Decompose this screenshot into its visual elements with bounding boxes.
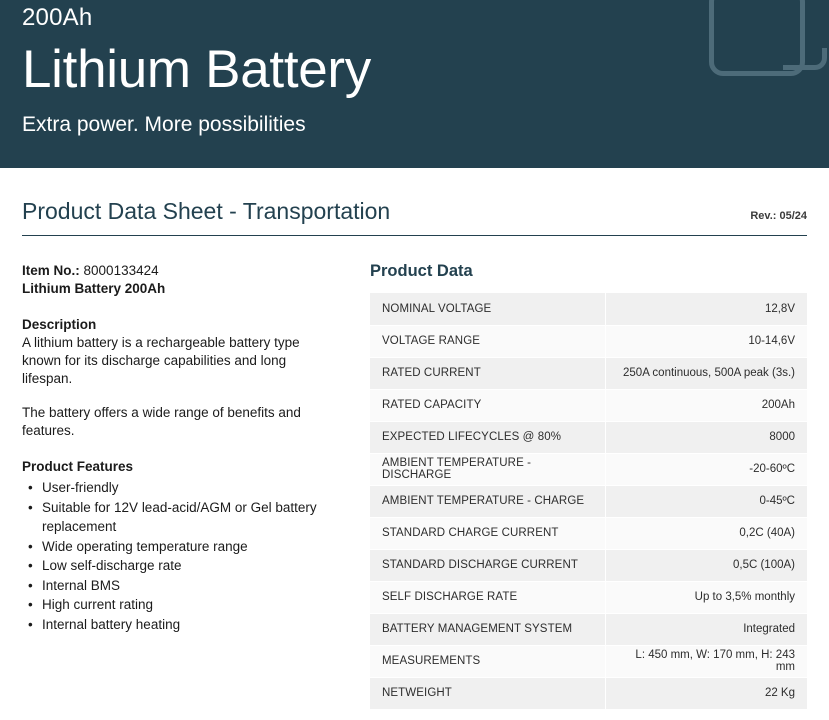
right-column bbox=[332, 262, 807, 710]
table-cell-value: 22 Kg bbox=[606, 677, 807, 709]
table-cell-value: 8000 bbox=[606, 421, 807, 453]
table-row bbox=[370, 357, 807, 389]
table-cell-key: EXPECTED LIFECYCLES @ 80% bbox=[370, 421, 606, 453]
table-cell-key: NOMINAL VOLTAGE bbox=[370, 293, 606, 325]
divider bbox=[22, 235, 807, 236]
features-heading: Product Features bbox=[22, 459, 134, 474]
table-cell-key: NETWEIGHT bbox=[370, 677, 606, 709]
battery-terminal-shape bbox=[783, 48, 827, 70]
table-row bbox=[370, 485, 807, 517]
product-data-table bbox=[370, 293, 807, 710]
table-cell-key: MEASUREMENTS bbox=[370, 645, 606, 677]
features-list bbox=[22, 478, 332, 634]
table-cell-key: STANDARD CHARGE CURRENT bbox=[370, 517, 606, 549]
table-row bbox=[370, 613, 807, 645]
table-cell-value: Integrated bbox=[606, 613, 807, 645]
table-cell-value: 0,2C (40A) bbox=[606, 517, 807, 549]
table-cell-value: L: 450 mm, W: 170 mm, H: 243 mm bbox=[606, 645, 807, 677]
table-cell-key: RATED CURRENT bbox=[370, 357, 606, 389]
table-cell-value: Up to 3,5% monthly bbox=[606, 581, 807, 613]
table-cell-value: 10-14,6V bbox=[606, 325, 807, 357]
battery-outline-icon bbox=[709, 0, 829, 98]
subheader-row bbox=[22, 198, 807, 225]
description-heading: Description bbox=[22, 317, 97, 332]
table-cell-key: AMBIENT TEMPERATURE - CHARGE bbox=[370, 485, 606, 517]
item-number-value: 8000133424 bbox=[83, 263, 159, 278]
table-cell-value: 0,5C (100A) bbox=[606, 549, 807, 581]
table-row bbox=[370, 517, 807, 549]
table-cell-value: -20-60ºC bbox=[606, 453, 807, 485]
list-item: • Suitable for 12V lead-acid/AGM or Gel battery replacement bbox=[22, 498, 332, 537]
description-paragraph-1: A lithium battery is a rechargeable battery type known for its discharge capabilities and long lifespan. bbox=[22, 335, 300, 386]
table-row bbox=[370, 581, 807, 613]
page-header bbox=[0, 0, 829, 168]
table-row bbox=[370, 293, 807, 325]
header-tagline: Extra power. More possibilities bbox=[22, 113, 306, 136]
header-capacity: 200Ah bbox=[22, 4, 93, 31]
table-cell-value: 250A continuous, 500A peak (3s.) bbox=[606, 357, 807, 389]
table-row bbox=[370, 325, 807, 357]
table-cell-key: RATED CAPACITY bbox=[370, 389, 606, 421]
revision-label: Rev.: 05/24 bbox=[750, 210, 807, 222]
table-cell-key: STANDARD DISCHARGE CURRENT bbox=[370, 549, 606, 581]
table-cell-key: AMBIENT TEMPERATURE - DISCHARGE bbox=[370, 453, 606, 485]
item-number-label: Item No.: bbox=[22, 263, 80, 278]
content-area bbox=[22, 236, 807, 710]
table-cell-key: SELF DISCHARGE RATE bbox=[370, 581, 606, 613]
list-item: • High current rating bbox=[22, 595, 332, 615]
table-row bbox=[370, 549, 807, 581]
table-row bbox=[370, 677, 807, 709]
table-row bbox=[370, 645, 807, 677]
description-paragraph-2: The battery offers a wide range of benefits and features. bbox=[22, 405, 301, 438]
list-item: • Low self-discharge rate bbox=[22, 556, 332, 576]
table-cell-key: BATTERY MANAGEMENT SYSTEM bbox=[370, 613, 606, 645]
item-name: Lithium Battery 200Ah bbox=[22, 281, 166, 296]
table-cell-key: VOLTAGE RANGE bbox=[370, 325, 606, 357]
list-item: • User-friendly bbox=[22, 478, 332, 498]
table-row bbox=[370, 389, 807, 421]
table-row bbox=[370, 453, 807, 485]
datasheet-title: Product Data Sheet - Transportation bbox=[22, 198, 391, 224]
product-data-heading: Product Data bbox=[370, 262, 473, 280]
page-title: Lithium Battery bbox=[22, 40, 371, 99]
datasheet-subheader bbox=[22, 168, 807, 236]
table-cell-value: 12,8V bbox=[606, 293, 807, 325]
list-item: • Wide operating temperature range bbox=[22, 537, 332, 557]
table-row bbox=[370, 421, 807, 453]
left-column bbox=[22, 262, 332, 710]
table-cell-value: 0-45ºC bbox=[606, 485, 807, 517]
table-cell-value: 200Ah bbox=[606, 389, 807, 421]
list-item: • Internal BMS bbox=[22, 576, 332, 596]
list-item: • Internal battery heating bbox=[22, 615, 332, 635]
item-number-line bbox=[22, 262, 332, 280]
